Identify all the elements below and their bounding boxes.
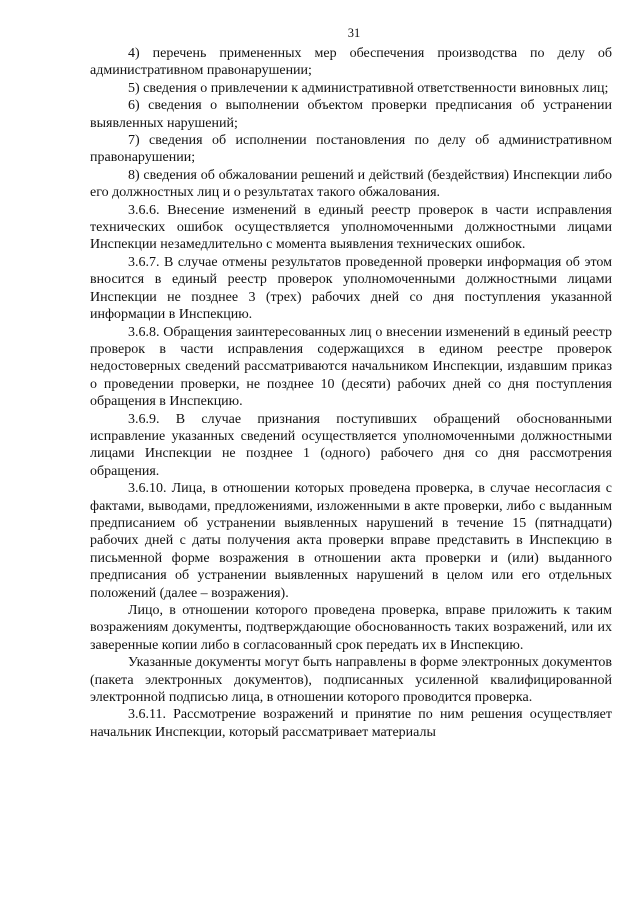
paragraph-list-item-7: 7) сведения об исполнении постановления по делу об административном правонарушении; — [90, 133, 612, 166]
paragraph-3-6-8: 3.6.8. Обращения заинтересованных лиц о внесении изменений в единый реестр проверок в части исправления содержащихся в едином реестре проверок недостоверных сведений рассматриваются начальником Инспекции, издавшим приказ о проведении проверки, не позднее 10 (десяти) рабочих дней со дня поступления обращения в Инспекцию. — [90, 324, 612, 410]
paragraph-list-item-8: 8) сведения об обжаловании решений и действий (бездействия) Инспекции либо его должностных лиц и о результатах такого обжалования. — [90, 167, 612, 201]
paragraph-3-6-9: 3.6.9. В случае признания поступивших обращений обоснованными исправление указанных сведений осуществляется уполномоченными должностными лицами Инспекции не позднее 1 (одного) рабочего дня со дня рассмотрения обращения. — [90, 411, 612, 479]
paragraph-3-6-10: 3.6.10. Лица, в отношении которых проведена проверка, в случае несогласия с фактами, выводами, предложениями, изложенными в акте проверки, либо с выданным предписанием об устранении выявленных нарушений в течение 15 (пятнадцати) рабочих дней с даты получения акта проверки вправе представить в Инспекцию в письменной форме возражения в отношении акта проверки и (или) выданного предписания об устранении выявленных нарушений в целом или его отдельных положений (далее – возражения). — [90, 481, 612, 601]
paragraph-electronic-documents: Указанные документы могут быть направлены в форме электронных документов (пакета электронных документов), подписанных усиленной квалифицированной электронной подписью лица, в отношении которого проводится проверка. — [90, 655, 612, 706]
paragraph-list-item-4: 4) перечень примененных мер обеспечения производства по делу об административном правонарушении; — [90, 46, 612, 79]
page-number: 31 — [347, 26, 361, 40]
paragraph-list-item-5: 5) сведения о привлечении к административной ответственности виновных лиц; — [128, 80, 609, 96]
paragraph-3-6-11: 3.6.11. Рассмотрение возражений и принятие по ним решения осуществляет начальник Инспекции, который рассматривает материалы — [90, 707, 612, 740]
paragraph-list-item-6: 6) сведения о выполнении объектом проверки предписания об устранении выявленных нарушений; — [90, 98, 612, 131]
paragraph-3-6-6: 3.6.6. Внесение изменений в единый реестр проверок в части исправления технических ошибок осуществляется уполномоченными должностными лицами Инспекции незамедлительно с момента выявления технических ошибок. — [90, 202, 612, 253]
paragraph-3-6-7: 3.6.7. В случае отмены результатов проведенной проверки информация об этом вносится в единый реестр проверок уполномоченными должностными лицами Инспекции не позднее 3 (трех) рабочих дней со дня поступления указанной информации в Инспекцию. — [90, 254, 612, 323]
document-page — [90, 26, 612, 741]
paragraph-objections-attachments: Лицо, в отношении которого проведена проверка, вправе приложить к таким возражениям документы, подтверждающие обоснованность таких возражений, или их заверенные копии либо в согласованный срок передать их в Инспекцию. — [90, 603, 612, 653]
